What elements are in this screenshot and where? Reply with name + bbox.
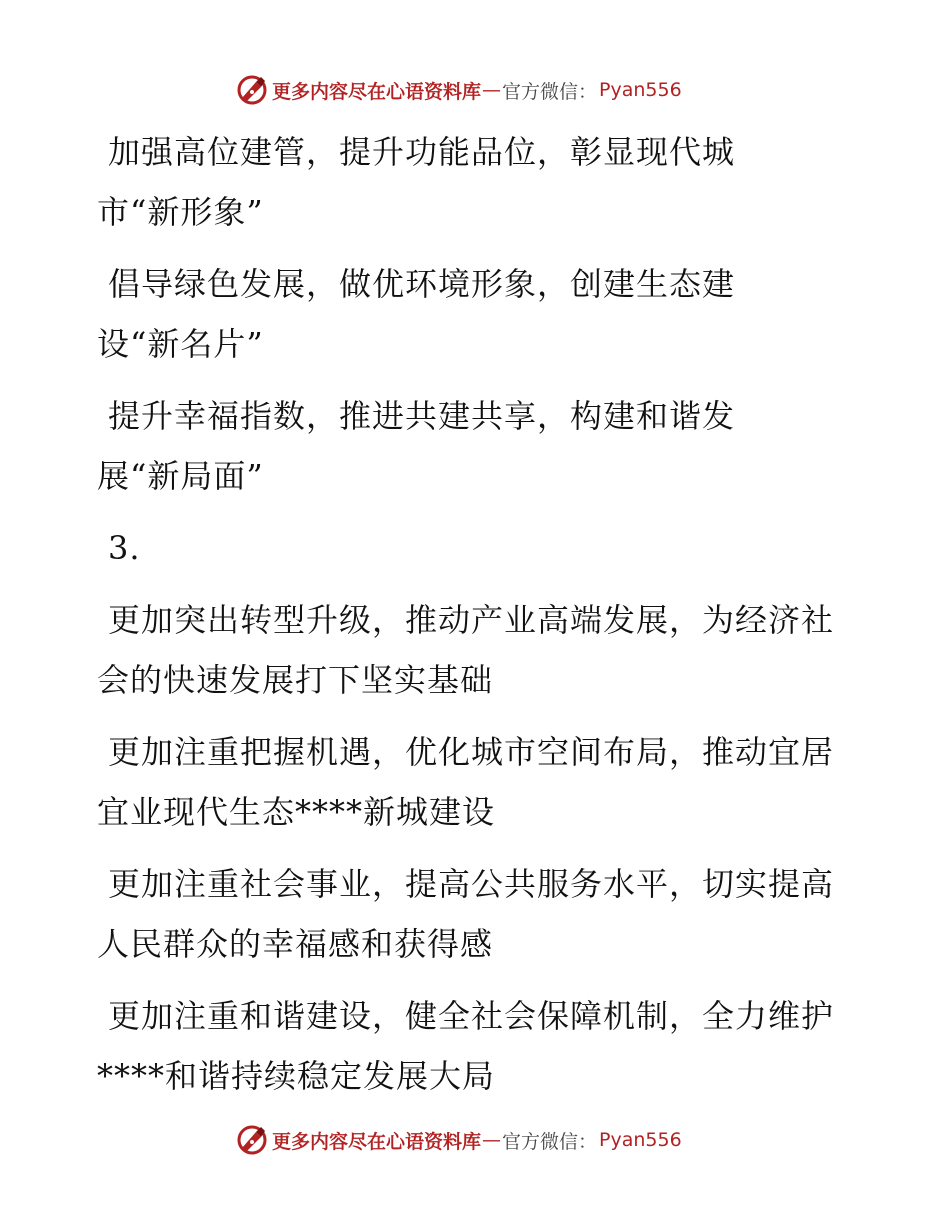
watermark-text: 更多内容尽在心语资料库	[272, 80, 482, 103]
paragraph-3: 提升幸福指数，推进共建共享，构建和谐发展“新局面”	[97, 397, 736, 495]
paragraph-5: 更加注重把握机遇，优化城市空间布局，推动宜居宜业现代生态****新城建设	[97, 733, 835, 831]
watermark-id: Pyan556	[599, 79, 682, 101]
paragraph-7: 更加注重和谐建设，健全社会保障机制，全力维护****和谐持续稳定发展大局	[97, 997, 835, 1095]
pen-nib-logo-icon	[236, 74, 268, 106]
watermark-subtext: 官方微信：	[502, 1130, 598, 1153]
footer-watermark	[236, 1122, 682, 1158]
watermark-subtext: 官方微信：	[502, 80, 598, 103]
watermark-dash: —	[482, 1129, 502, 1151]
document-body	[97, 122, 837, 1118]
watermark-id: Pyan556	[599, 1129, 682, 1151]
watermark-dash: —	[482, 79, 502, 101]
header-watermark	[236, 72, 682, 108]
watermark-text: 更多内容尽在心语资料库	[272, 1130, 482, 1153]
section-number: 3.	[108, 529, 141, 567]
pen-nib-logo-icon	[236, 1124, 268, 1156]
paragraph-6: 更加注重社会事业，提高公共服务水平，切实提高人民群众的幸福感和获得感	[97, 865, 835, 963]
paragraph-2: 倡导绿色发展，做优环境形象，创建生态建设“新名片”	[97, 265, 736, 363]
paragraph-4: 更加突出转型升级，推动产业高端发展，为经济社会的快速发展打下坚实基础	[97, 601, 835, 699]
paragraph-1: 加强高位建管，提升功能品位，彰显现代城市“新形象”	[97, 133, 736, 231]
